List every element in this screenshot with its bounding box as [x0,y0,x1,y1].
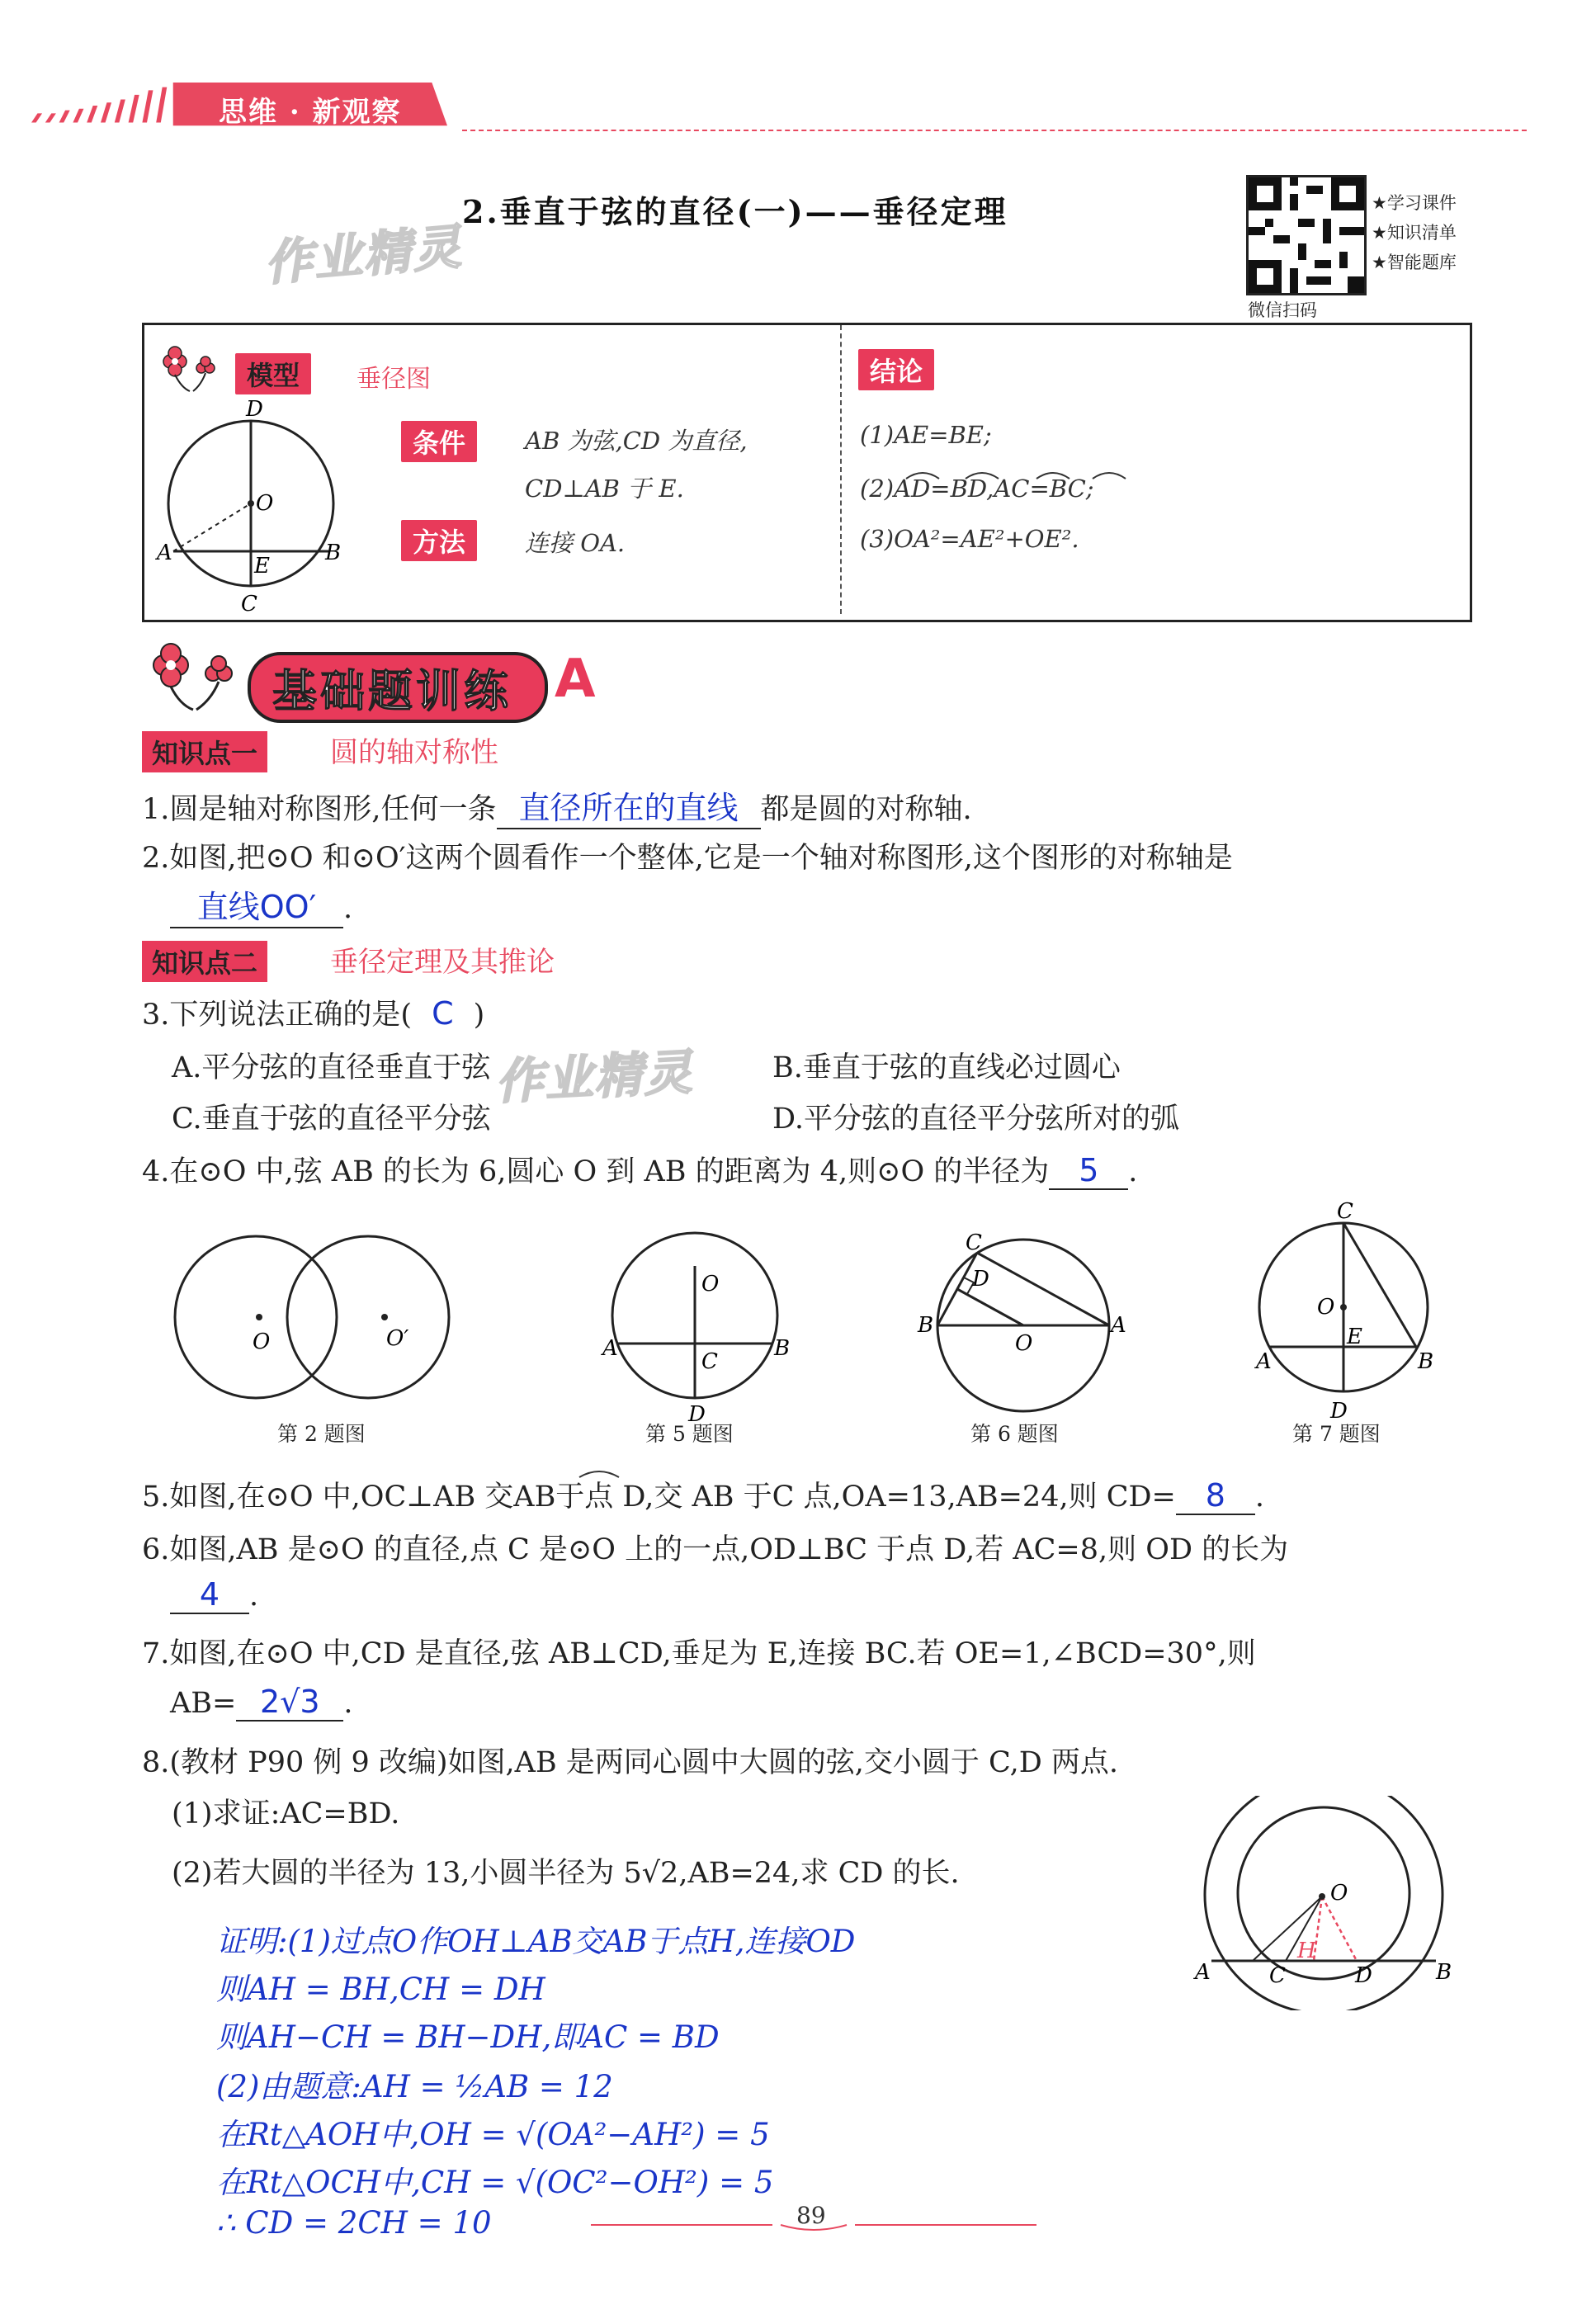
qr-item-3: ★智能题库 [1372,253,1457,272]
header-title: 思维 · 新观察 [219,96,402,129]
solution-line-3: 则AH−CH = BH−DH,即AC = BD [216,2019,720,2055]
figure-5 [597,1218,804,1424]
q5-arc-mark [578,1466,621,1479]
svg-text:C: C [1337,1202,1353,1224]
svg-text:E: E [254,554,270,579]
q3-option-c: C.垂直于弦的直径平分弦 [172,1103,491,1136]
svg-text:C: C [701,1349,718,1374]
question-8-part-2: (2)若大圆的半径为 13,小圆半径为 5√2,AB=24,求 CD 的长. [172,1857,960,1890]
q6-answer: 4 [199,1576,220,1613]
question-8: 8.(教材 P90 例 9 改编)如图,AB 是两同心圆中大圆的弦,交小圆于 C,D 两点. [142,1746,1119,1779]
question-7-answer-line: AB= 2√3 . [170,1684,353,1720]
figure-5-caption: 第 5 题图 [645,1422,734,1446]
question-8-part-1: (1)求证:AC=BD. [172,1797,400,1830]
kp2-tag: 知识点二 [142,941,267,982]
qr-pattern-icon [1249,177,1364,293]
figure-6-caption: 第 6 题图 [970,1422,1059,1446]
qr-item-2: ★知识清单 [1372,223,1457,243]
training-banner-title: 基础题训练 [272,665,512,717]
figure-2-caption: 第 2 题图 [277,1422,366,1446]
svg-text:H: H [1297,1939,1316,1963]
question-1: 1.圆是轴对称图形,任何一条 直径所在的直线 都是圆的对称轴. [142,782,972,829]
solution-line-6: 在Rt△OCH中,CH = √(OC²−OH²) = 5 [216,2165,774,2200]
svg-text:B: B [1436,1960,1452,1985]
figure-7-caption: 第 7 题图 [1292,1422,1381,1446]
svg-text:B: B [1418,1349,1434,1374]
conclusion-1: (1)AE=BE; [860,421,992,449]
chord-diameter-figure [153,394,343,617]
figure-6 [914,1230,1137,1419]
q4-answer: 5 [1079,1152,1099,1188]
question-5: 5.如图,在⊙O 中,OC⊥AB 交AB于点 D,交 AB 于C 点,OA=13,AB=24,则 CD= 8 . [142,1477,1265,1514]
q2-answer: 直线OO′ [196,889,317,925]
q3-option-d: D.平分弦的直径平分弦所对的弧 [772,1103,1179,1136]
solution-line-1: 证明:(1)过点O作OH⊥AB交AB于点H,连接OD [216,1924,856,1959]
figure-7 [1244,1202,1451,1424]
svg-text:A: A [1195,1960,1211,1985]
svg-text:O: O [256,491,274,516]
qr-item-1: ★学习课件 [1372,193,1457,213]
flower-large-icon [139,640,246,715]
svg-text:O: O [1330,1881,1348,1906]
svg-text:D: D [1355,1963,1372,1988]
conclusion-3: (3)OA²=AE²+OE². [860,525,1079,553]
question-7: 7.如图,在⊙O 中,CD 是直径,弦 AB⊥CD,垂足为 E,连接 BC.若 OE=1,∠BCD=30°,则 [142,1637,1256,1670]
section-title: 2.垂直于弦的直径(一)——垂径定理 [462,193,1008,230]
question-2: 2.如图,把⊙O 和⊙O′这两个圆看作一个整体,它是一个轴对称图形,这个图形的对称轴是 [142,842,1233,875]
svg-text:A: A [1256,1349,1272,1374]
svg-text:A: A [602,1336,618,1361]
qr-code[interactable] [1246,175,1367,295]
svg-text:D: D [1330,1399,1348,1424]
svg-text:O: O [253,1330,271,1354]
kp1-title: 圆的轴对称性 [330,736,498,769]
question-4: 4.在⊙O 中,弦 AB 的长为 6,圆心 O 到 AB 的距离为 4,则⊙O 的半径为 5 . [142,1152,1138,1188]
model-tag: 模型 [235,353,311,394]
svg-text:O: O [701,1272,720,1296]
flower-icon [153,345,228,394]
figure-2 [173,1235,479,1424]
method-tag: 方法 [401,520,477,561]
solution-line-5: 在Rt△AOH中,OH = √(OA²−AH²) = 5 [216,2117,770,2152]
condition-line-1: AB 为弦,CD 为直径, [525,427,748,455]
q5-answer: 8 [1205,1477,1225,1514]
svg-text:B: B [774,1336,791,1361]
watermark-logo-2: 作业精灵 [493,1043,695,1111]
solution-line-7: ∴ CD = 2CH = 10 [216,2205,492,2241]
watermark-logo: 作业精灵 [262,218,465,292]
condition-line-2: CD⊥AB 于 E. [525,475,684,503]
header-dashed-line [462,130,1527,131]
arc-marks [904,467,1127,480]
q3-option-a: A.平分弦的直径垂直于弦 [172,1051,491,1084]
page-number: 89 [796,2202,826,2229]
svg-text:A: A [157,541,172,565]
question-6: 6.如图,AB 是⊙O 的直径,点 C 是⊙O 上的一点,OD⊥BC 于点 D,若 AC=8,则 OD 的长为 [142,1533,1289,1566]
svg-text:C: C [966,1230,982,1255]
question-2-answer-line: 直线OO′ . [170,881,352,928]
kp2-title: 垂径定理及其推论 [330,946,555,979]
question-6-answer-line: 4 . [170,1576,258,1614]
model-name: 垂径图 [357,365,431,394]
q3-answer: C [432,995,454,1032]
svg-text:D: D [972,1267,989,1292]
solution-line-4: (2)由题意:AH = ½AB = 12 [216,2069,613,2104]
svg-text:B: B [918,1313,934,1338]
svg-text:C: C [241,592,257,616]
question-3: 3.下列说法正确的是( C ) [142,995,485,1032]
svg-text:D: D [246,397,263,422]
method-text: 连接 OA. [525,529,626,557]
model-divider [840,325,842,614]
training-level: A [555,649,596,710]
svg-text:O: O [1015,1331,1033,1356]
svg-text:O: O [1317,1295,1335,1320]
qr-scan-label: 微信扫码 [1248,300,1317,320]
q3-option-b: B.垂直于弦的直线必过圆心 [772,1051,1121,1084]
q1-answer: 直径所在的直线 [518,790,739,826]
condition-tag: 条件 [401,421,477,462]
svg-text:C: C [1269,1963,1286,1988]
solution-line-2: 则AH = BH,CH = DH [216,1972,545,2007]
svg-text:D: D [688,1402,706,1424]
svg-text:O′: O′ [386,1326,409,1351]
svg-text:B: B [325,541,342,565]
conclusion-2: (2)AD=BD,AC=BC; [860,475,1094,503]
conclusion-tag: 结论 [858,349,934,390]
kp1-tag: 知识点一 [142,731,267,772]
q7-answer: 2√3 [260,1684,320,1720]
svg-text:A: A [1111,1313,1126,1338]
svg-text:E: E [1347,1325,1362,1349]
figure-8 [1193,1796,1466,2010]
